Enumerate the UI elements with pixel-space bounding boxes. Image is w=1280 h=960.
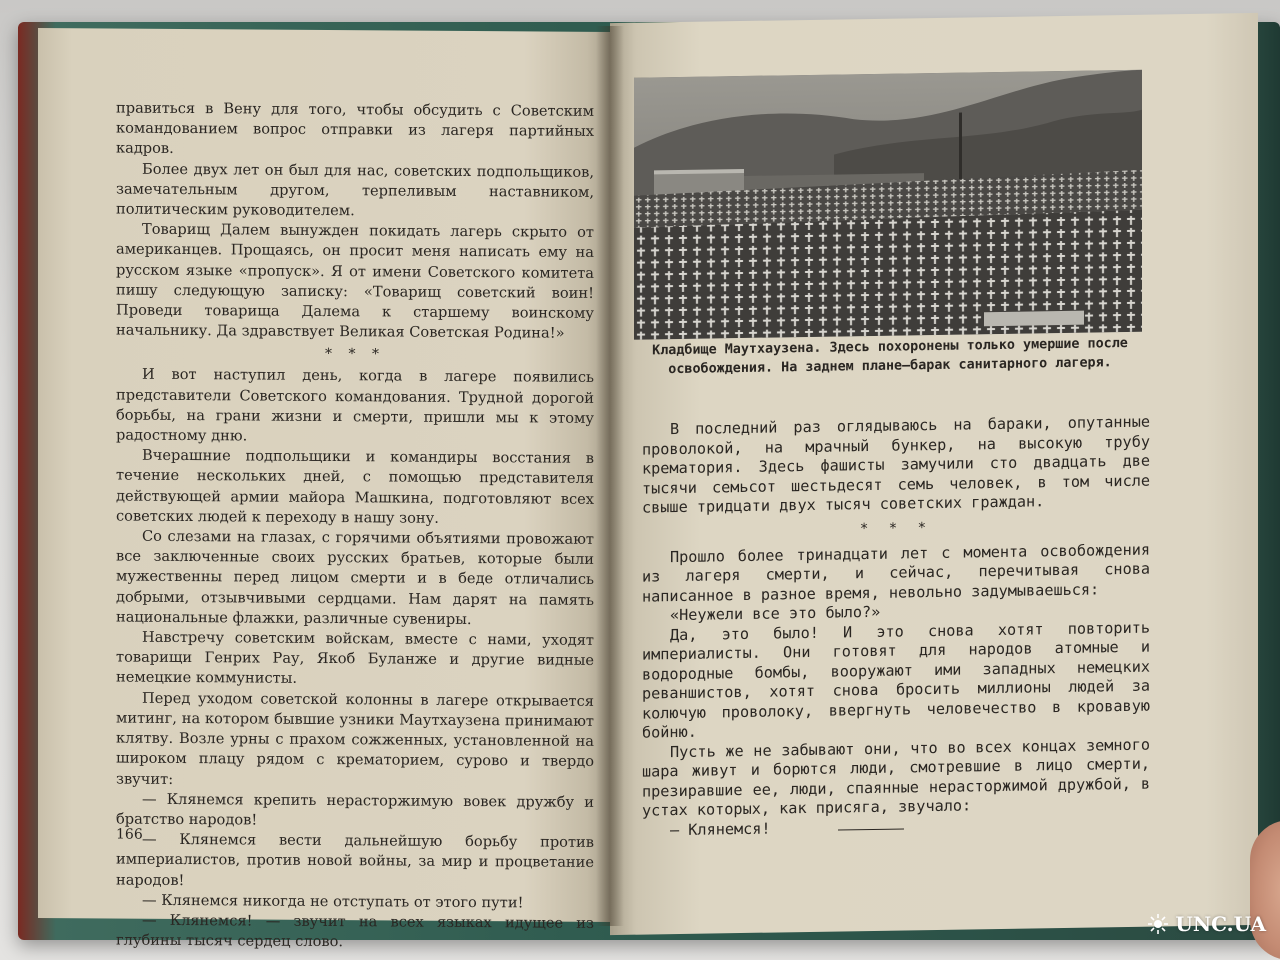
- section-separator: * * *: [859, 519, 933, 537]
- paragraph: Более двух лет он был для нас, советских подпольщиков, замечательным другом, терпеливым наставником, политическим руководителем.: [116, 160, 594, 220]
- sunburst-logo-icon: [1147, 913, 1169, 935]
- oath-line: — Клянемся никогда не отступать от этого пути!: [142, 891, 524, 912]
- oath-line: — Клянемся вести дальнейшую борьбу против империалистов, против новой войны, за мир и процветание народов!: [116, 830, 594, 889]
- right-page-text: [642, 413, 1150, 841]
- right-page: [610, 13, 1258, 935]
- paragraph: Да, это было! И это снова хотят повторить империалисты. Они готовят для народов атомные и водородные бомбы, вооружают ими западных немецких реваншистов, хотят снова бросить миллионы людей за колючую проволоку, ввергнуть человечество в кровавую бойню.: [642, 618, 1150, 742]
- section-separator: * * *: [325, 346, 385, 363]
- paragraph: Перед уходом советской колонны в лагере открывается митинг, на котором бывшие узники Маутхаузена принимают клятву. Возле урны с прахом сожженных, установленной на широком плацу рядом с крематорием, сурово и твердо звучит:: [116, 689, 594, 788]
- book-gutter: [596, 26, 624, 926]
- paragraph: Навстречу советским войскам, вместе с нами, уходят товарищи Генрих Рау, Якоб Буланже и другие видные немецкие коммунисты.: [116, 628, 594, 688]
- photo-caption: Кладбище Маутхаузена. Здесь похоронены только умершие после освобождения. На заднем плане—барак санитарного лагеря.: [652, 335, 1128, 377]
- left-page: [38, 28, 610, 951]
- paragraph: — Клянемся!: [670, 819, 771, 839]
- watermark: [1147, 912, 1266, 936]
- left-page-text: [116, 99, 594, 955]
- watermark-text: UNC.UA: [1175, 912, 1266, 936]
- paragraph: «Неужели все это было?»: [670, 602, 881, 625]
- paragraph: Со слезами на глазах, с горячими объятиями провожают все заключенные своих русских братьев, которые были мужественны перед лицом смерти и в беде отличались добрыми, отзывчивыми сердцами. Нам дарят на память национальные флажки, различные сувениры.: [116, 527, 594, 628]
- cemetery-photo-image: [634, 70, 1142, 340]
- paragraph: Товарищ Далем вынужден покидать лагерь скрыто от американцев. Прощаясь, он просит меня написать ему на русском языке «пропуск». Я от имени Советского комитета пишу следующую записку: «Товарищ советский воин! Проведи товарища Далема к старшему воинскому начальнику. Да здравствует Великая Советская Родина!»: [116, 220, 594, 342]
- paragraph: Прошло более тринадцати лет с момента освобождения из лагеря смерти, и сейчас, перечитывая снова написанное в разное время, невольно задумываешься:: [642, 540, 1150, 606]
- paragraph: правиться в Вену для того, чтобы обсудить с Советским командованием вопрос отправки из лагеря партийных кадров.: [116, 99, 594, 158]
- paragraph: Пусть же не забывают они, что во всех концах земного шара живут и борются люди, смотревшие в лицо смерти, презиравшие ее, люди, спаянные нерасторжимой дружбой, в устах которых, как присяга, звучало:: [642, 735, 1150, 820]
- cemetery-photo: [634, 70, 1142, 340]
- paragraph: В последний раз оглядываюсь на бараки, опутанные проволокой, на мрачный бункер, на высокую трубу крематория. Здесь фашисты замучили сто двадцать две тысячи семьсот шестьдесят семь человек, в том числе свыше тридцати двух тысяч советских граждан.: [642, 412, 1150, 517]
- page-number: 166: [116, 826, 143, 843]
- paragraph: Вчерашние подпольщики и командиры восстания в течение нескольких дней, с помощью представителя действующей армии майора Машкина, подготовляют всех советских людей к переходу в нашу зону.: [116, 446, 594, 527]
- oath-line: — Клянемся крепить нерасторжимую вовек дружбу и братство народов!: [116, 790, 594, 829]
- paragraph: И вот наступил день, когда в лагере появились представители Советского командования. Трудной дорогой борьбы, на грани жизни и смерти, пришли мы к этому радостному дню.: [116, 366, 594, 445]
- hand-thumb: [1250, 820, 1280, 960]
- oath-line: — Клянемся! — звучит на всех языках идущее из глубины тысяч сердец слово.: [116, 911, 594, 951]
